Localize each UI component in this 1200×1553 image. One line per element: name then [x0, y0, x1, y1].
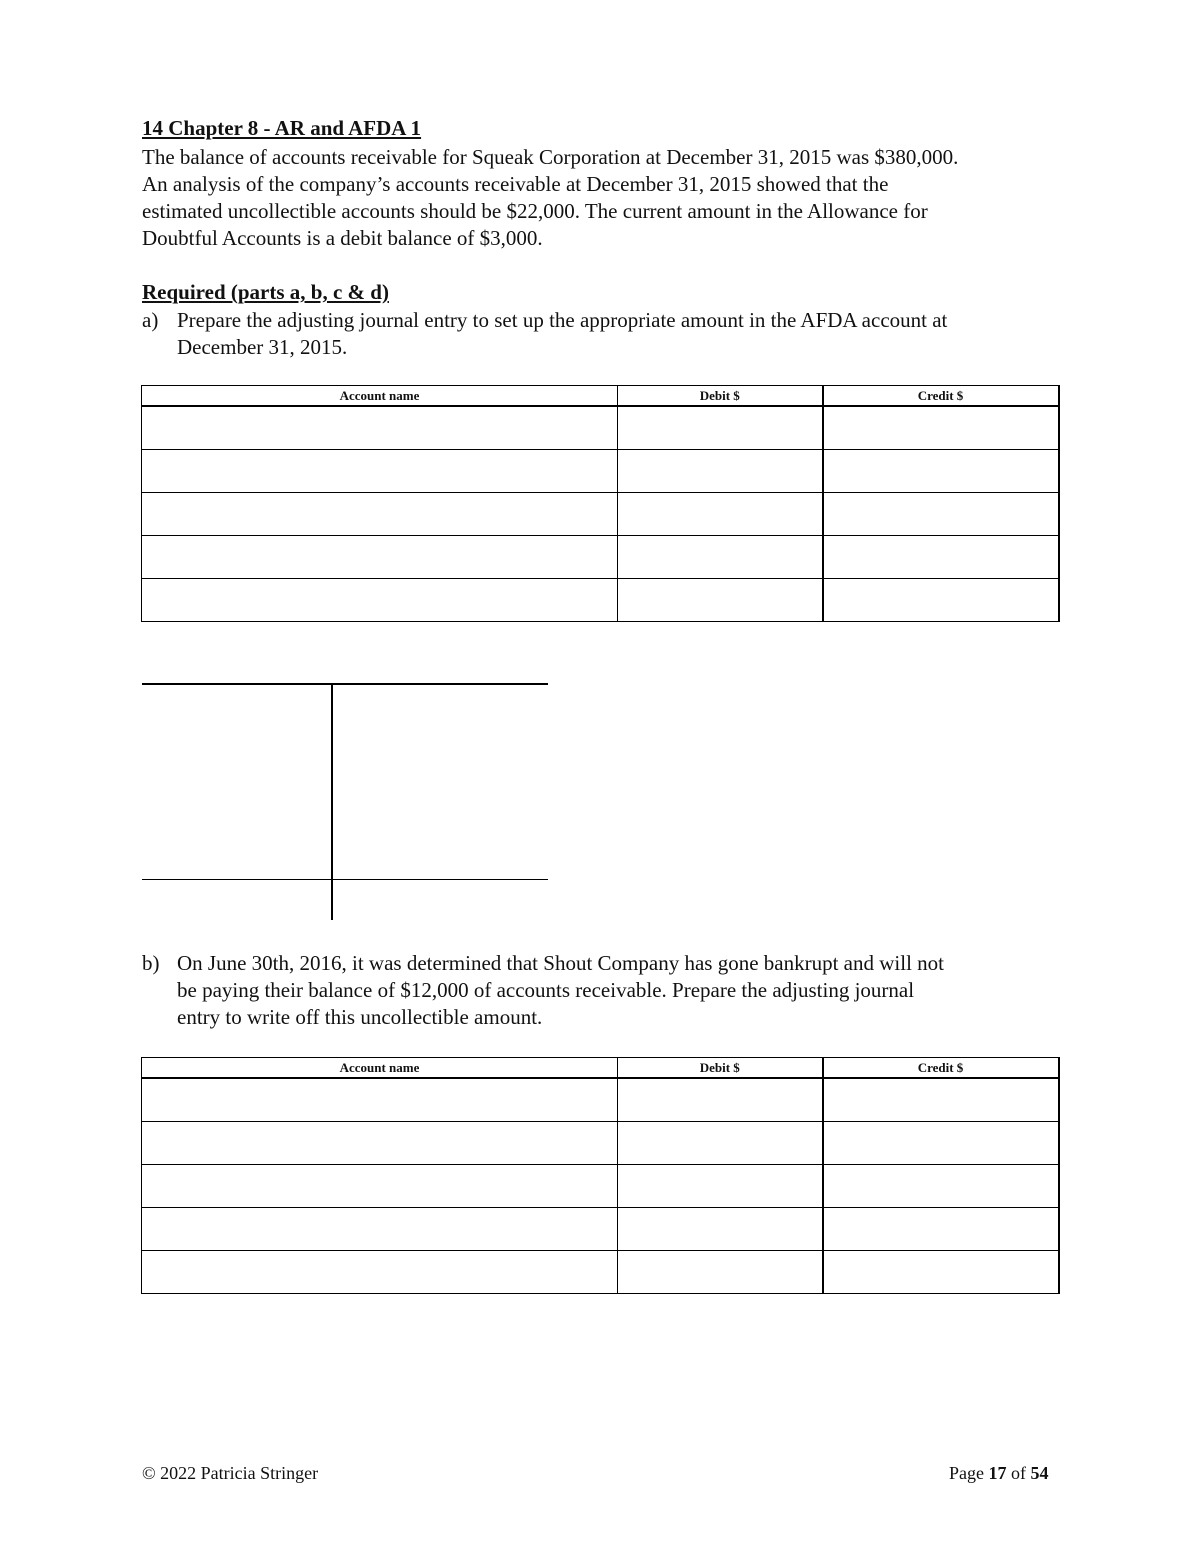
part-b-line: entry to write off this uncollectible amount. [177, 1005, 543, 1029]
credit-cell[interactable] [823, 493, 1059, 536]
header-credit: Credit $ [823, 386, 1059, 407]
account-name-cell[interactable] [142, 1165, 618, 1208]
paragraph-line: Doubtful Accounts is a debit balance of $3,000. [142, 226, 543, 250]
credit-cell[interactable] [823, 1078, 1059, 1122]
footer-copyright: © 2022 Patricia Stringer [142, 1463, 319, 1483]
question-heading: 14 Chapter 8 - AR and AFDA 1 [142, 116, 422, 140]
debit-cell[interactable] [618, 406, 823, 450]
debit-cell[interactable] [618, 1251, 823, 1294]
account-name-cell[interactable] [142, 536, 618, 579]
paragraph-line: The balance of accounts receivable for Squeak Corporation at December 31, 2015 was $380,000. [142, 145, 959, 169]
debit-cell[interactable] [618, 450, 823, 493]
part-a-label: a) [142, 308, 159, 332]
table-row [142, 450, 1059, 493]
table-row [142, 536, 1059, 579]
page-of: of [1006, 1463, 1031, 1483]
part-a-line: December 31, 2015. [177, 335, 348, 359]
debit-cell[interactable] [618, 1208, 823, 1251]
part-a-line: Prepare the adjusting journal entry to set up the appropriate amount in the AFDA account at [177, 308, 948, 332]
header-account-name: Account name [142, 386, 618, 407]
debit-cell[interactable] [618, 1122, 823, 1165]
credit-cell[interactable] [823, 1208, 1059, 1251]
journal-table-a [141, 385, 1060, 622]
debit-cell[interactable] [618, 1078, 823, 1122]
account-name-cell[interactable] [142, 450, 618, 493]
header-credit: Credit $ [823, 1058, 1059, 1079]
debit-cell[interactable] [618, 1165, 823, 1208]
table-row [142, 1251, 1059, 1294]
account-name-cell[interactable] [142, 1251, 618, 1294]
table-row [142, 1165, 1059, 1208]
table-row [142, 406, 1059, 450]
account-name-cell[interactable] [142, 1078, 618, 1122]
t-account-vertical-line [331, 684, 333, 920]
credit-cell[interactable] [823, 579, 1059, 622]
required-label: Required (parts a, b, c & d) [142, 280, 389, 304]
header-account-name: Account name [142, 1058, 618, 1079]
debit-cell[interactable] [618, 579, 823, 622]
account-name-cell[interactable] [142, 493, 618, 536]
paragraph-line: An analysis of the company’s accounts receivable at December 31, 2015 showed that the [142, 172, 889, 196]
account-name-cell[interactable] [142, 1122, 618, 1165]
header-debit: Debit $ [618, 386, 823, 407]
part-b-text [177, 950, 1077, 1031]
debit-cell[interactable] [618, 536, 823, 579]
t-account-top-line [142, 683, 548, 685]
page-total: 54 [1030, 1463, 1049, 1483]
question-paragraph [142, 144, 1062, 252]
account-name-cell[interactable] [142, 579, 618, 622]
table-row [142, 579, 1059, 622]
credit-cell[interactable] [823, 450, 1059, 493]
credit-cell[interactable] [823, 1251, 1059, 1294]
credit-cell[interactable] [823, 1165, 1059, 1208]
debit-cell[interactable] [618, 493, 823, 536]
part-b-line: On June 30th, 2016, it was determined that Shout Company has gone bankrupt and will not [177, 951, 944, 975]
page-prefix: Page [949, 1463, 989, 1483]
header-debit: Debit $ [618, 1058, 823, 1079]
footer-page-number [949, 1463, 1049, 1484]
t-account-balance-line [142, 879, 548, 880]
journal-table-b [141, 1057, 1060, 1294]
table-row [142, 1208, 1059, 1251]
page-current: 17 [988, 1463, 1007, 1483]
account-name-cell[interactable] [142, 406, 618, 450]
part-a-text [177, 307, 1077, 361]
table-row [142, 493, 1059, 536]
part-b-line: be paying their balance of $12,000 of accounts receivable. Prepare the adjusting journal [177, 978, 915, 1002]
account-name-cell[interactable] [142, 1208, 618, 1251]
part-b-label: b) [142, 951, 160, 975]
credit-cell[interactable] [823, 406, 1059, 450]
table-row [142, 1078, 1059, 1122]
credit-cell[interactable] [823, 536, 1059, 579]
paragraph-line: estimated uncollectible accounts should be $22,000. The current amount in the Allowance for [142, 199, 928, 223]
credit-cell[interactable] [823, 1122, 1059, 1165]
table-row [142, 1122, 1059, 1165]
